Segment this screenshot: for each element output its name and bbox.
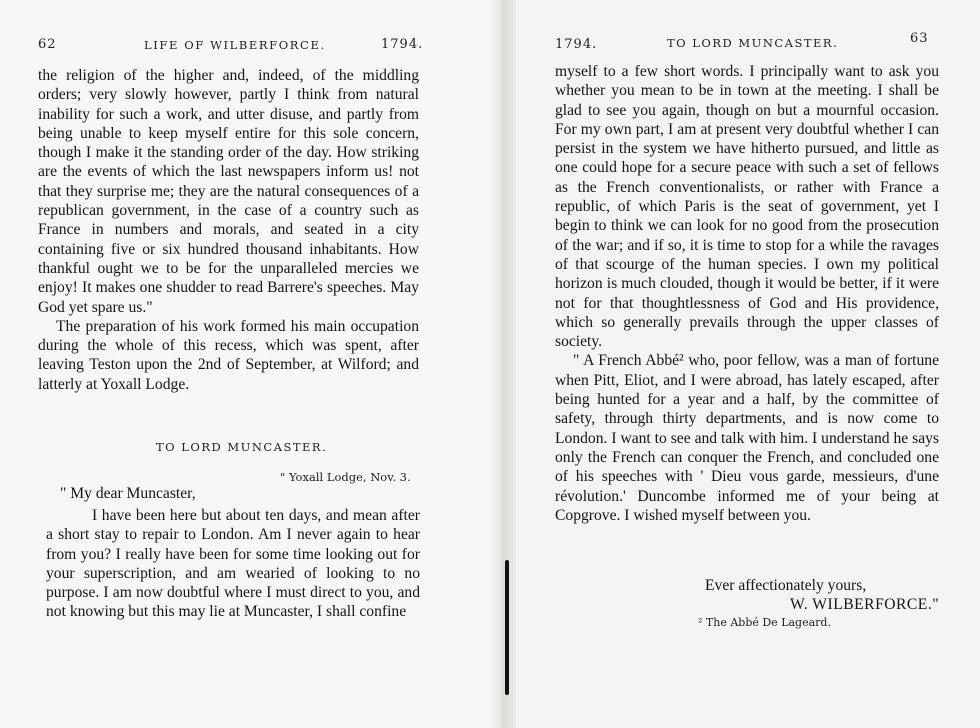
left-year: 1794. <box>381 37 424 52</box>
right-running-title: TO LORD MUNCASTER. <box>667 36 839 50</box>
left-body-text <box>38 66 419 394</box>
left-paragraph-1: the religion of the higher and, indeed, of the middling orders; very slowly however, partly I think from natural inability for such a work, and utter disuse, and partly from being unable to keep myself entire for this sole concern, though I make it the standing order of the day. How striking are the events of which the last newspapers inform us! not that they surprise me; they are the natural consequences of a republican government, in the case of a country such as France in numbers and morals, and seated in a city containing five or six hundred thousand inhabitants. How thankful ought we to be for the unparalleled mercies we enjoy! It makes one shudder to read Barrere's speeches. May God yet spare us." <box>38 67 419 316</box>
footnote: ² The Abbé De Lageard. <box>698 616 831 629</box>
letter-body <box>46 506 420 622</box>
left-paragraph-2: The preparation of his work formed his main occupation during the whole of this recess, which was spent, after leaving Teston upon the 2nd of September, at Wilford; and latterly at Yoxall Lodge. <box>38 317 419 393</box>
book-gutter <box>488 0 516 728</box>
right-body-text <box>555 62 939 525</box>
left-running-title: LIFE OF WILBERFORCE. <box>144 38 326 52</box>
right-year: 1794. <box>555 37 598 52</box>
letter-salutation: " My dear Muncaster, <box>60 485 196 502</box>
letter-place-date: " Yoxall Lodge, Nov. 3. <box>280 470 411 484</box>
right-page-number: 63 <box>910 31 929 46</box>
letter-heading: TO LORD MUNCASTER. <box>156 440 328 454</box>
right-paragraph-1: myself to a few short words. I principally want to ask you whether you mean to be in town at the meeting. I shall be glad to see you again, though on but a mournful occasion. For my own part, I am at present very doubtful whether I can persist in the system we have hitherto pursued, and little as one could hope for a secure peace with such a set of fellows as the French conventionalists, or rather with France a republic, of which Paris is the seat of government, yet I begin to think we can look for no good from the prosecution of the war; and if so, it is time to stop for a while the ravages of that scourge of the human species. I own my political horizon is much clouded, though it would be better, if it were not for that thoughtlessness of God and His providence, which so generally prevails through the upper classes of society. <box>555 63 939 351</box>
spine-shadow <box>505 560 509 695</box>
letter-signature: W. WILBERFORCE." <box>790 596 940 613</box>
letter-closing: Ever affectionately yours, <box>705 577 867 594</box>
left-page-number: 62 <box>38 37 57 52</box>
right-paragraph-2: " A French Abbé² who, poor fellow, was a man of fortune when Pitt, Eliot, and I were abroad, has lately escaped, after being hunted for a year and a half, by the committee of safety, through thirty departments, and is now come to London. I want to see and talk with him. I understand he says only the French can conquer the French, and concluded one of his speeches with ' Dieu vous garde, messieurs, d'une révolution.' Duncombe informed me of your being at Copgrove. I wished myself between you. <box>555 352 939 524</box>
letter-body-paragraph: I have been here but about ten days, and mean after a short stay to repair to London. Am I never again to hear from you? I really have been for some time looking out for your superscription, and am wearied of looking to no purpose. I am now doubtful where I must direct to you, and not knowing but this may lie at Muncaster, I shall confine <box>46 507 420 621</box>
